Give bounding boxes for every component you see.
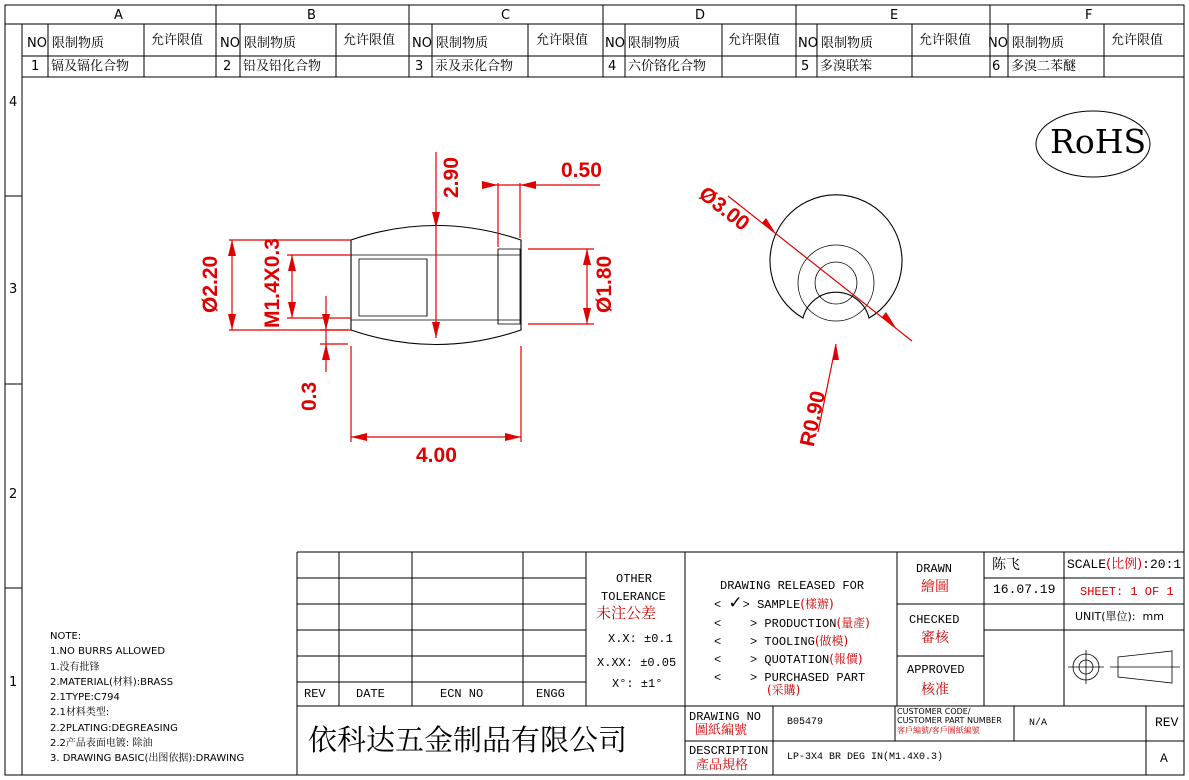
substance-name-header: 限制物质 (1012, 36, 1065, 51)
dim-circle-diameter: Ø3.00 (694, 182, 754, 236)
description-value: LP-3X4 BR DEG IN(M1.4X0.3) (787, 752, 944, 763)
rev-header: REV (304, 687, 326, 701)
release-option-cn: (做模) (814, 634, 849, 648)
substance-limit-header: 允许限值 (151, 33, 204, 48)
scale-label (1067, 558, 1181, 571)
note-line: 2.1TYPE:C794 (50, 692, 120, 704)
substance-no-header: NO (798, 36, 818, 51)
date-header: DATE (356, 687, 385, 701)
customer-part-label: CUSTOMER PART NUMBER (897, 716, 1002, 725)
release-option-label: PRODUCTION (764, 617, 837, 631)
zone-label-b: B (307, 8, 316, 23)
sheet-number: SHEET: 1 OF 1 (1080, 585, 1174, 599)
substance-name-header: 限制物质 (821, 36, 874, 51)
dim-chamfer: 0.3 (298, 381, 321, 411)
substance-name: 六价铬化合物 (628, 59, 707, 74)
zone-label-3: 3 (9, 282, 18, 297)
bracket-pair: < > (714, 653, 765, 667)
release-option-label: TOOLING (764, 635, 815, 649)
zone-label-1: 1 (9, 675, 18, 690)
dim-head-width: 2.90 (440, 157, 463, 198)
drawn-name: 陈飞 (992, 557, 1020, 573)
rev-value: A (1160, 751, 1168, 766)
substance-name: 多溴联笨 (820, 59, 873, 74)
substance-limit-header: 允许限值 (1111, 33, 1164, 48)
dim-length: 4.00 (416, 444, 457, 467)
zone-label-2: 2 (9, 487, 18, 502)
release-option-sample (714, 594, 834, 614)
substance-table-lines (22, 24, 1184, 77)
substance-no-header: NO (27, 36, 47, 51)
release-option-cn: (報價) (829, 652, 863, 666)
note-line: 3. DRAWING BASIC(出图依据):DRAWING (50, 753, 245, 765)
notes-title: NOTE: (50, 631, 82, 642)
release-option-production (714, 614, 870, 633)
tolerance-title: TOLERANCE (601, 590, 666, 604)
dim-radius: R0.90 (796, 388, 831, 449)
bracket-pair: < > (714, 617, 765, 631)
release-option-label: SAMPLE (757, 598, 801, 612)
substance-name-header: 限制物质 (244, 36, 297, 51)
substance-name-header: 限制物质 (436, 36, 489, 51)
tolerance-title-cn: 未注公差 (596, 604, 657, 622)
projection-symbol (1068, 650, 1180, 684)
checked-label-cn: 審核 (921, 630, 949, 646)
substance-name: 铅及铅化合物 (243, 59, 322, 74)
bracket-pair: < > (714, 671, 765, 685)
customer-code-label: CUSTOMER CODE/ (897, 707, 971, 716)
drawing-no-label-cn: 圖紙編號 (695, 723, 748, 738)
unit-value: mm (1142, 610, 1164, 623)
description-label: DESCRIPTION (689, 744, 769, 758)
release-title: DRAWING RELEASED FOR (720, 579, 865, 593)
note-line: 2.MATERIAL(材料):BRASS (50, 676, 174, 688)
bracket-open: < (714, 598, 729, 612)
tolerance-line: X°: ±1° (612, 677, 663, 691)
dim-inner-diameter: Ø1.80 (593, 255, 616, 313)
note-line: 2.2PLATING:DEGREASING (50, 722, 178, 734)
substance-no: 2 (223, 59, 232, 74)
approved-label-cn: 核准 (921, 682, 949, 698)
ecn-header: ECN NO (440, 687, 484, 701)
unit-label (1075, 611, 1164, 622)
zone-label-d: D (695, 8, 706, 23)
unit-label-text: UNIT(單位): (1075, 610, 1136, 623)
release-option-label: PURCHASED PART (764, 671, 866, 685)
substance-no-header: NO (412, 36, 432, 51)
substance-no-header: NO (220, 36, 240, 51)
drawing-no-label: DRAWING NO (689, 710, 762, 724)
substance-no: 6 (992, 59, 1001, 74)
substance-name-header: 限制物质 (628, 36, 681, 51)
company-name: 依科达五金制品有限公司 (308, 723, 628, 757)
substance-no-header: NO (605, 36, 625, 51)
substance-no-header: NO (988, 36, 1008, 51)
zone-label-a: A (114, 8, 123, 23)
substance-name: 镉及镉化合物 (51, 59, 130, 74)
checked-label: CHECKED (909, 613, 960, 627)
release-option-tooling (714, 632, 848, 651)
engg-header: ENGG (536, 687, 565, 701)
drawing-no-value: B05479 (787, 717, 824, 728)
note-line: 2.2产品表面电镀: 除油 (50, 738, 153, 750)
release-option-cn: (采購) (767, 683, 801, 697)
bracket-pair: < > (714, 635, 765, 649)
scale-label-cn: (比例) (1106, 557, 1143, 572)
customer-value: N/A (1029, 718, 1048, 729)
description-label-cn: 產品規格 (696, 758, 749, 773)
substance-limit-header: 允许限值 (536, 33, 589, 48)
dim-slot-width: 0.50 (561, 159, 602, 182)
release-option-label: QUOTATION (764, 653, 830, 667)
release-option-cn: (樣辦) (800, 597, 834, 611)
dim-outer-diameter: Ø2.20 (199, 255, 222, 313)
substance-no: 3 (415, 59, 424, 74)
customer-label-cn: 客戶編號/客戶圖紙編號 (897, 726, 980, 735)
note-line: 2.1材料类型: (50, 707, 110, 719)
tolerance-line: X.X: ±0.1 (608, 632, 673, 646)
zone-label-4: 4 (9, 95, 18, 110)
rohs-label: RoHS (1050, 122, 1147, 161)
release-option-quotation (714, 650, 863, 669)
approved-label: APPROVED (907, 663, 965, 677)
note-line: 1.NO BURRS ALLOWED (50, 646, 166, 658)
tolerance-title: OTHER (616, 572, 653, 586)
end-view-part (770, 195, 902, 321)
note-line: 1.没有批锋 (50, 661, 100, 673)
check-mark-icon: ✓ (728, 593, 743, 613)
notes-block (50, 629, 244, 767)
drawn-date: 16.07.19 (993, 582, 1056, 597)
substance-no: 1 (31, 59, 40, 74)
substance-limit-header: 允许限值 (343, 33, 396, 48)
rev-label: REV (1155, 715, 1179, 730)
zone-label-e: E (890, 8, 899, 23)
drawn-label: DRAWN (916, 562, 953, 576)
bracket-close: > (742, 598, 758, 612)
substance-name: 多溴二苯醚 (1011, 59, 1077, 74)
tolerance-line: X.XX: ±0.05 (597, 656, 677, 670)
substance-no: 5 (801, 59, 810, 74)
substance-limit-header: 允许限值 (728, 33, 781, 48)
substance-no: 4 (608, 59, 617, 74)
drawn-label-cn: 繪圖 (921, 579, 949, 595)
release-option-cn: (量產) (836, 616, 870, 630)
scale-value: :20:1 (1142, 557, 1182, 572)
substance-limit-header: 允许限值 (919, 33, 972, 48)
zone-label-c: C (501, 8, 511, 23)
substance-name: 汞及汞化合物 (435, 59, 514, 74)
substance-name-header: 限制物质 (52, 36, 105, 51)
zone-label-f: F (1085, 8, 1093, 23)
dim-thread: M1.4X0.3 (261, 238, 284, 328)
scale-label-en: SCALE (1067, 557, 1107, 572)
